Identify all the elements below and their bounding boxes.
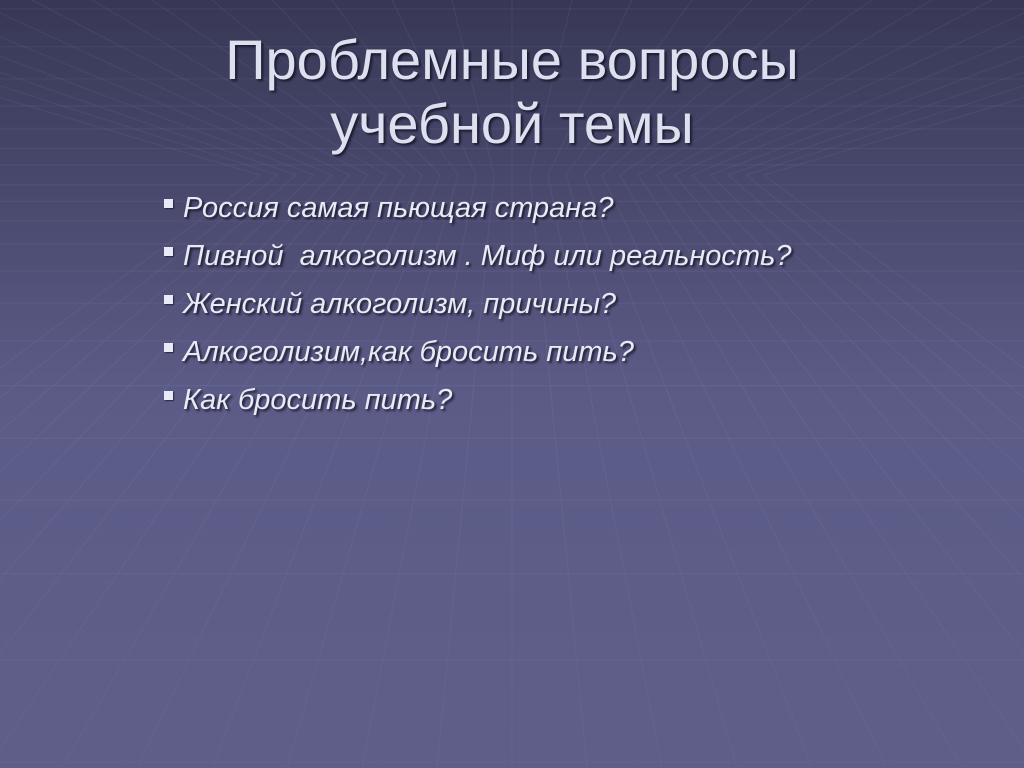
square-bullet-icon xyxy=(164,199,173,208)
bullet-text: Пивной алкоголизм . Миф или реальность? xyxy=(183,239,792,272)
bullet-text: Как бросить пить? xyxy=(183,383,453,416)
bullet-item xyxy=(164,184,984,232)
bullet-item xyxy=(164,280,984,328)
slide-title xyxy=(112,28,912,156)
bullet-text: Женский алкоголизм, причины? xyxy=(183,287,617,320)
square-bullet-icon xyxy=(164,391,173,400)
bullet-item xyxy=(164,328,984,376)
square-bullet-icon xyxy=(164,343,173,352)
bullet-item xyxy=(164,232,984,280)
bullet-text: Россия самая пьющая страна? xyxy=(183,191,614,224)
bullet-item xyxy=(164,376,984,424)
square-bullet-icon xyxy=(164,295,173,304)
slide-title-line-1: Проблемные вопросы xyxy=(225,28,799,91)
bullet-list xyxy=(164,184,984,424)
slide-title-line-2: учебной темы xyxy=(330,92,694,155)
bullet-text: Алкоголизим,как бросить пить? xyxy=(183,335,634,368)
square-bullet-icon xyxy=(164,247,173,256)
